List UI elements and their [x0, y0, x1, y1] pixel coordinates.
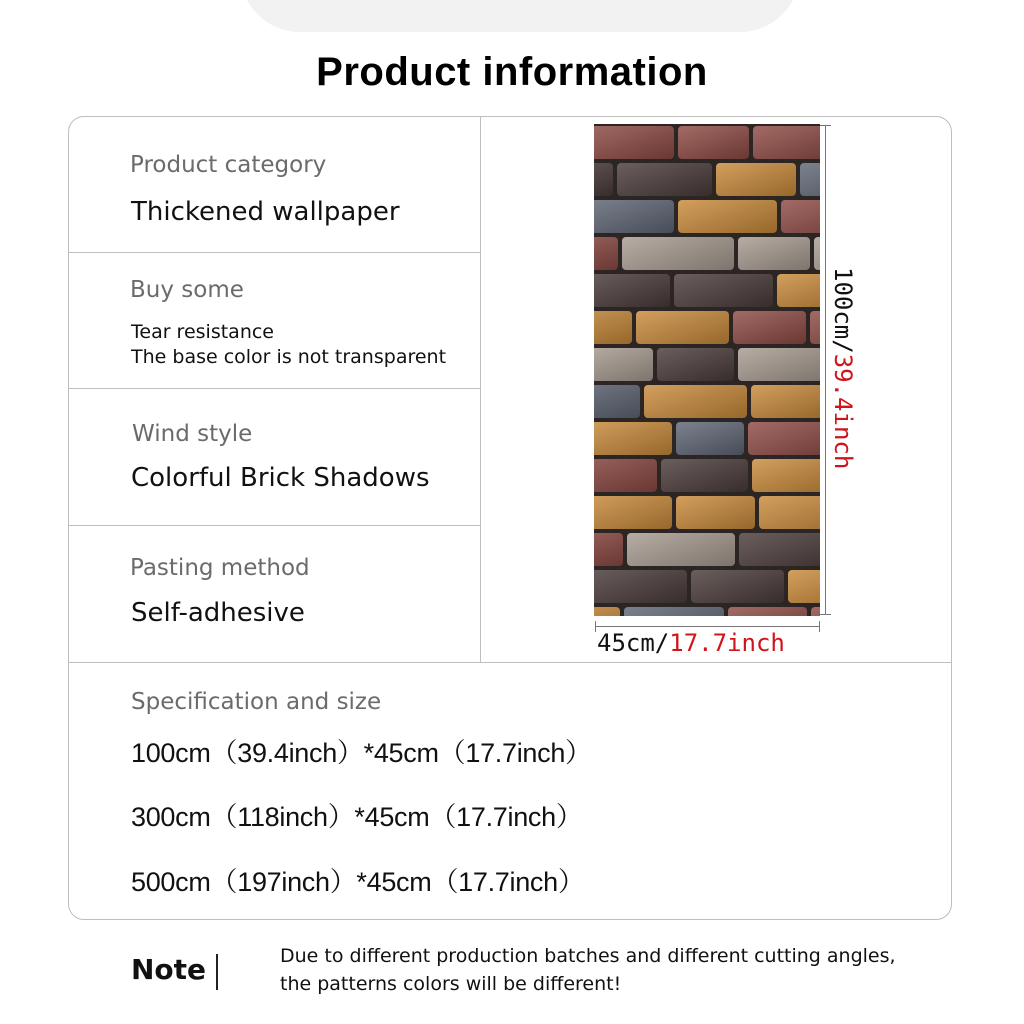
- brick: [594, 459, 657, 492]
- brick: [751, 385, 820, 418]
- pasting-method-cell: [69, 525, 480, 662]
- brick: [811, 607, 820, 616]
- brick: [594, 385, 640, 418]
- row-divider: [69, 662, 952, 663]
- brick: [788, 570, 820, 603]
- brick-wallpaper-image: [594, 124, 820, 616]
- brick: [594, 607, 620, 616]
- brick: [594, 311, 632, 344]
- brick: [657, 348, 734, 381]
- size-option: 300cm（118inch）*45cm（17.7inch）: [131, 802, 583, 832]
- size-option: 100cm（39.4inch）*45cm（17.7inch）: [131, 738, 592, 768]
- brick: [661, 459, 748, 492]
- brick: [594, 348, 653, 381]
- note-divider: [216, 954, 218, 990]
- width-dimension-line: [595, 626, 820, 627]
- brick: [636, 311, 729, 344]
- brick: [752, 459, 820, 492]
- height-dimension-label: [829, 267, 857, 469]
- brick: [594, 533, 623, 566]
- brick: [753, 126, 820, 159]
- brick: [594, 163, 613, 196]
- brick: [594, 570, 687, 603]
- height-inch-text: 39.4inch: [829, 353, 857, 470]
- brick: [627, 533, 735, 566]
- brick: [733, 311, 806, 344]
- product-category-value: Thickened wallpaper: [131, 197, 400, 227]
- height-dimension-cap: [820, 614, 831, 615]
- pasting-method-value: Self-adhesive: [131, 598, 305, 628]
- brick: [674, 274, 773, 307]
- brick: [617, 163, 712, 196]
- buy-some-line: The base color is not transparent: [131, 346, 447, 368]
- product-category-cell: [69, 117, 480, 252]
- width-dimension-cap: [595, 621, 596, 632]
- width-cm-text: 45cm/: [597, 629, 670, 657]
- brick: [644, 385, 747, 418]
- brick: [624, 607, 724, 616]
- width-dimension-cap: [819, 621, 820, 632]
- brick: [738, 348, 820, 381]
- brick: [594, 496, 672, 529]
- product-category-label: Product category: [130, 152, 327, 178]
- buy-some-line: Tear resistance: [131, 321, 274, 343]
- brick: [691, 570, 784, 603]
- brick: [676, 422, 744, 455]
- brick: [739, 533, 820, 566]
- brick: [728, 607, 807, 616]
- brick: [814, 237, 820, 270]
- buy-some-label: Buy some: [130, 277, 244, 303]
- brick: [777, 274, 820, 307]
- pasting-method-label: Pasting method: [130, 555, 310, 581]
- column-divider: [480, 117, 481, 662]
- width-dimension-label: [597, 629, 785, 657]
- width-inch-text: 17.7inch: [669, 629, 785, 657]
- brick: [622, 237, 734, 270]
- height-dimension-cap: [820, 125, 831, 126]
- brick: [800, 163, 820, 196]
- wind-style-value: Colorful Brick Shadows: [131, 463, 430, 493]
- height-dimension-line: [825, 125, 826, 615]
- note-line: the patterns colors will be different!: [280, 973, 622, 995]
- note-text: [280, 942, 896, 998]
- wind-style-cell: [69, 388, 480, 525]
- brick: [676, 496, 755, 529]
- note-title: Note: [131, 953, 207, 986]
- buy-some-cell: [69, 252, 480, 388]
- brick: [810, 311, 820, 344]
- brick: [716, 163, 796, 196]
- brick: [594, 237, 618, 270]
- brick: [678, 200, 777, 233]
- brick: [738, 237, 810, 270]
- brick: [594, 200, 674, 233]
- brick: [759, 496, 820, 529]
- size-option: 500cm（197inch）*45cm（17.7inch）: [131, 867, 585, 897]
- brick: [594, 422, 672, 455]
- brick: [748, 422, 820, 455]
- page-title: Product information: [316, 50, 708, 94]
- top-decoration: [240, 0, 800, 32]
- brick: [594, 126, 674, 159]
- product-info-card: [68, 116, 952, 920]
- specification-label: Specification and size: [131, 689, 382, 715]
- height-cm-text: 100cm/: [829, 267, 857, 354]
- brick: [781, 200, 820, 233]
- note-line: Due to different production batches and different cutting angles,: [280, 945, 896, 967]
- brick: [678, 126, 749, 159]
- brick: [594, 274, 670, 307]
- wind-style-label: Wind style: [132, 421, 253, 447]
